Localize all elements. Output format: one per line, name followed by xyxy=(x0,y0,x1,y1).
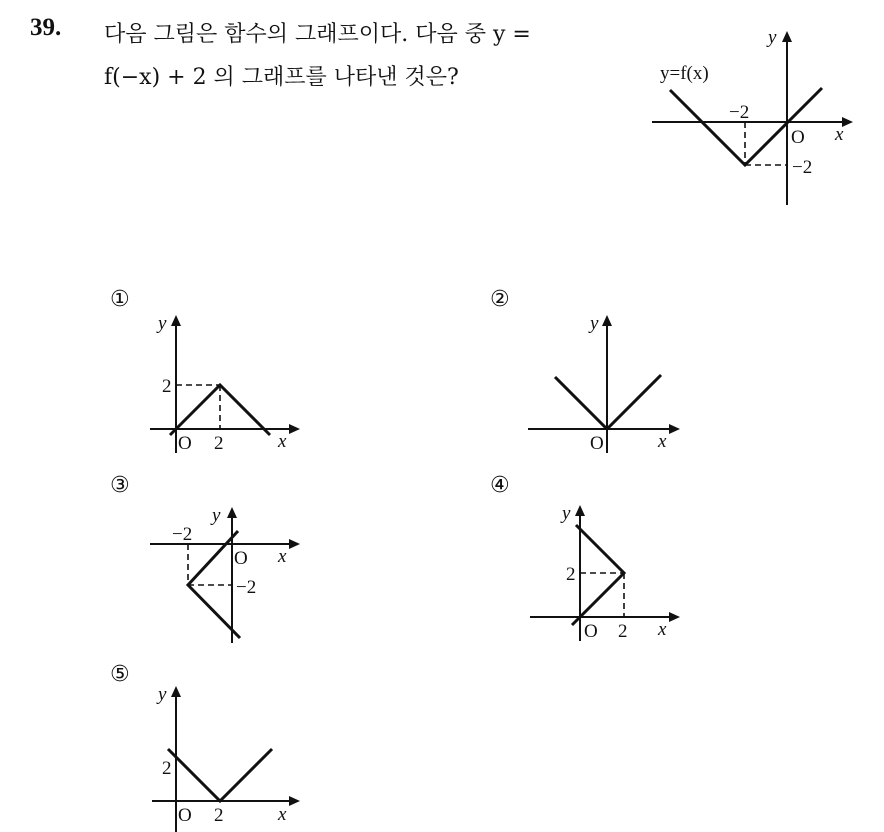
y-axis-arrow xyxy=(227,507,237,518)
choice-5-graph[interactable] xyxy=(140,676,320,832)
y-axis-label: y xyxy=(158,684,167,705)
choice-3-graph[interactable] xyxy=(140,495,320,655)
x-tick-label: −2 xyxy=(729,102,750,123)
y-axis-arrow xyxy=(782,31,792,42)
function-label: y=f(x) xyxy=(660,63,709,84)
x-tick-label: 2 xyxy=(214,805,224,826)
y-tick-label: 2 xyxy=(162,758,172,779)
y-tick-label: −2 xyxy=(236,577,257,598)
y-axis-arrow xyxy=(602,315,612,326)
origin-label: O xyxy=(791,127,805,148)
choice-2-marker[interactable]: ② xyxy=(490,287,510,312)
origin-label: O xyxy=(178,433,192,454)
x-axis-arrow xyxy=(289,424,300,434)
choice-1-marker[interactable]: ① xyxy=(110,287,130,312)
y-axis-arrow xyxy=(171,315,181,326)
choice-1-graph[interactable] xyxy=(140,305,320,465)
y-axis-label: y xyxy=(768,27,777,48)
x-axis-arrow xyxy=(842,117,853,127)
x-axis-arrow xyxy=(669,424,680,434)
choice-4-marker[interactable]: ④ xyxy=(490,473,510,498)
x-tick-label: 2 xyxy=(214,433,224,454)
origin-label: O xyxy=(584,621,598,642)
choice-3-marker[interactable]: ③ xyxy=(110,473,130,498)
origin-label: O xyxy=(234,548,248,569)
origin-label: O xyxy=(590,433,604,454)
y-axis-label: y xyxy=(158,313,167,334)
question-number: 39. xyxy=(30,14,62,41)
question-text-line1: 다음 그림은 함수의 그래프이다. 다음 중 y = xyxy=(104,22,531,47)
x-axis-label: x xyxy=(658,431,667,452)
x-tick-label: 2 xyxy=(618,621,628,642)
y-axis-label: y xyxy=(590,313,599,334)
x-axis-label: x xyxy=(278,546,287,567)
x-axis-arrow xyxy=(289,796,300,806)
choice-5-marker[interactable]: ⑤ xyxy=(110,662,130,687)
y-axis-label: y xyxy=(212,505,221,526)
origin-label: O xyxy=(178,805,192,826)
choice-4-graph[interactable] xyxy=(520,495,700,655)
x-tick-label: −2 xyxy=(172,524,193,545)
x-axis-arrow xyxy=(289,539,300,549)
x-axis-arrow xyxy=(669,612,680,622)
y-axis-arrow xyxy=(171,686,181,697)
y-axis-arrow xyxy=(575,505,585,516)
question-text-line2: f(−x) + 2 의 그래프를 나타낸 것은? xyxy=(104,65,459,90)
y-tick-label: −2 xyxy=(792,157,813,178)
x-axis-label: x xyxy=(835,124,844,145)
y-axis-label: y xyxy=(562,503,571,524)
given-graph xyxy=(640,25,870,215)
y-tick-label: 2 xyxy=(566,564,576,585)
choice-2-graph[interactable] xyxy=(520,305,700,465)
x-axis-label: x xyxy=(278,804,287,825)
x-axis-label: x xyxy=(278,431,287,452)
graph-line xyxy=(168,749,272,801)
x-axis-label: x xyxy=(658,619,667,640)
y-tick-label: 2 xyxy=(162,376,172,397)
